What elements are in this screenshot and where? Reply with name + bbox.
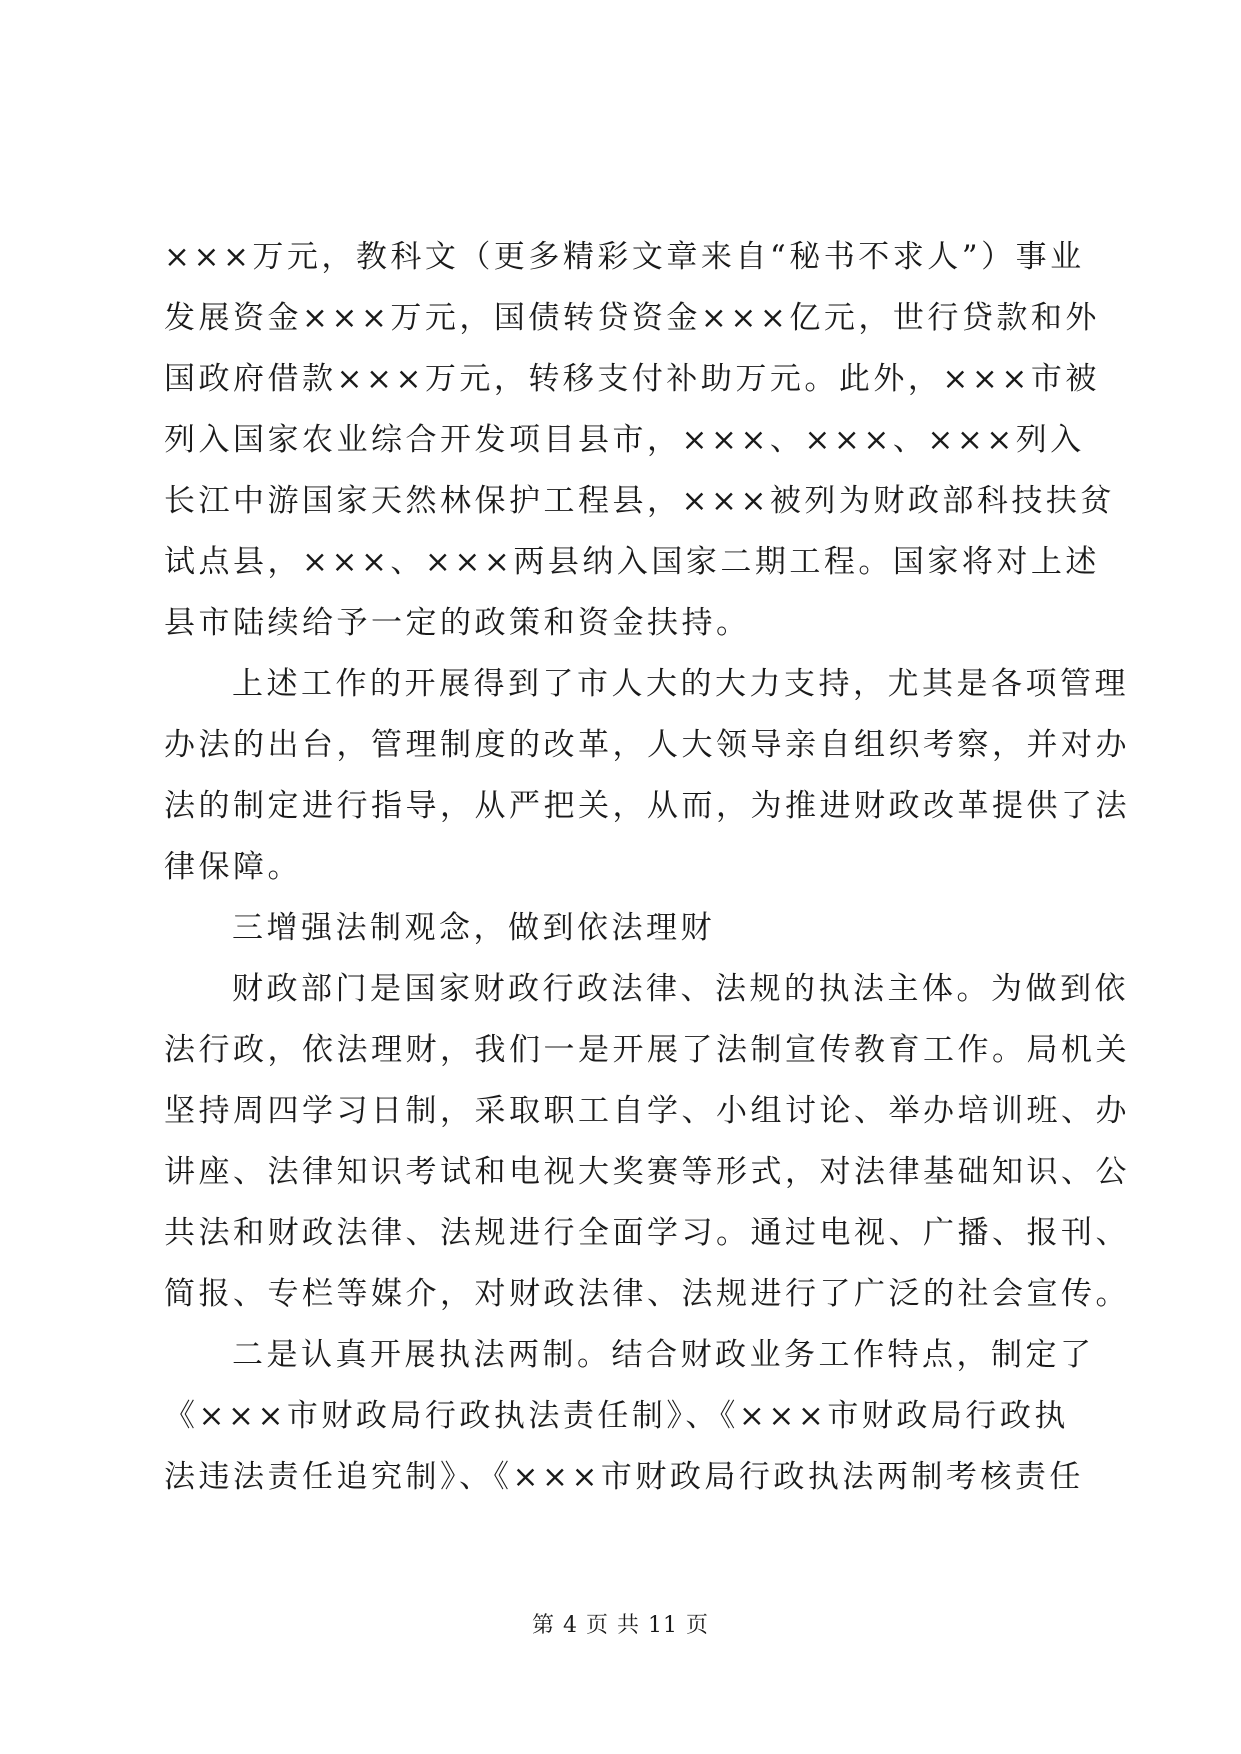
text-line: ×××万元，教科文（更多精彩文章来自“秘书不求人”）事业: [164, 239, 1085, 275]
text-line: 县市陆续给予一定的政策和资金扶持。: [164, 605, 751, 641]
text-line: 办法的出台，管理制度的改革，人大领导亲自组织考察，并对办: [164, 727, 1130, 763]
text-line: 试点县，×××、×××两县纳入国家二期工程。国家将对上述: [164, 544, 1100, 580]
text-line: 律保障。: [164, 849, 302, 885]
text-line: 坚持周四学习日制，采取职工自学、小组讨论、举办培训班、办: [164, 1093, 1130, 1129]
text-line: 长江中游国家天然林保护工程县，×××被列为财政部科技扶贫: [164, 483, 1115, 519]
text-line: 《×××市财政局行政执法责任制》、《×××市财政局行政执: [164, 1398, 1069, 1434]
text-line: 法行政，依法理财，我们一是开展了法制宣传教育工作。局机关: [164, 1032, 1130, 1068]
document-body: [164, 227, 1130, 1508]
text-line: 讲座、法律知识考试和电视大奖赛等形式，对法律基础知识、公: [164, 1154, 1130, 1190]
text-line: 列入国家农业综合开发项目县市，×××、×××、×××列入: [164, 422, 1085, 458]
text-line: 发展资金×××万元，国债转贷资金×××亿元，世行贷款和外: [164, 300, 1100, 336]
text-line: 法违法责任追究制》、《×××市财政局行政执法两制考核责任: [164, 1459, 1084, 1495]
page-number-footer: 第 4 页 共 11 页: [532, 1613, 709, 1638]
text-line: 法的制定进行指导，从严把关，从而，为推进财政改革提供了法: [164, 788, 1130, 824]
text-line: 国政府借款×××万元，转移支付补助万元。此外，×××市被: [164, 361, 1100, 397]
paragraph-first-line: 上述工作的开展得到了市人大的大力支持，尤其是各项管理: [232, 666, 1129, 702]
paragraph-first-line: 二是认真开展执法两制。结合财政业务工作特点，制定了: [232, 1337, 1095, 1373]
section-heading: 三增强法制观念，做到依法理财: [232, 910, 715, 946]
paragraph-first-line: 财政部门是国家财政行政法律、法规的执法主体。为做到依: [232, 971, 1129, 1007]
text-line: 简报、专栏等媒介，对财政法律、法规进行了广泛的社会宣传。: [164, 1276, 1130, 1312]
text-line: 共法和财政法律、法规进行全面学习。通过电视、广播、报刊、: [164, 1215, 1130, 1251]
